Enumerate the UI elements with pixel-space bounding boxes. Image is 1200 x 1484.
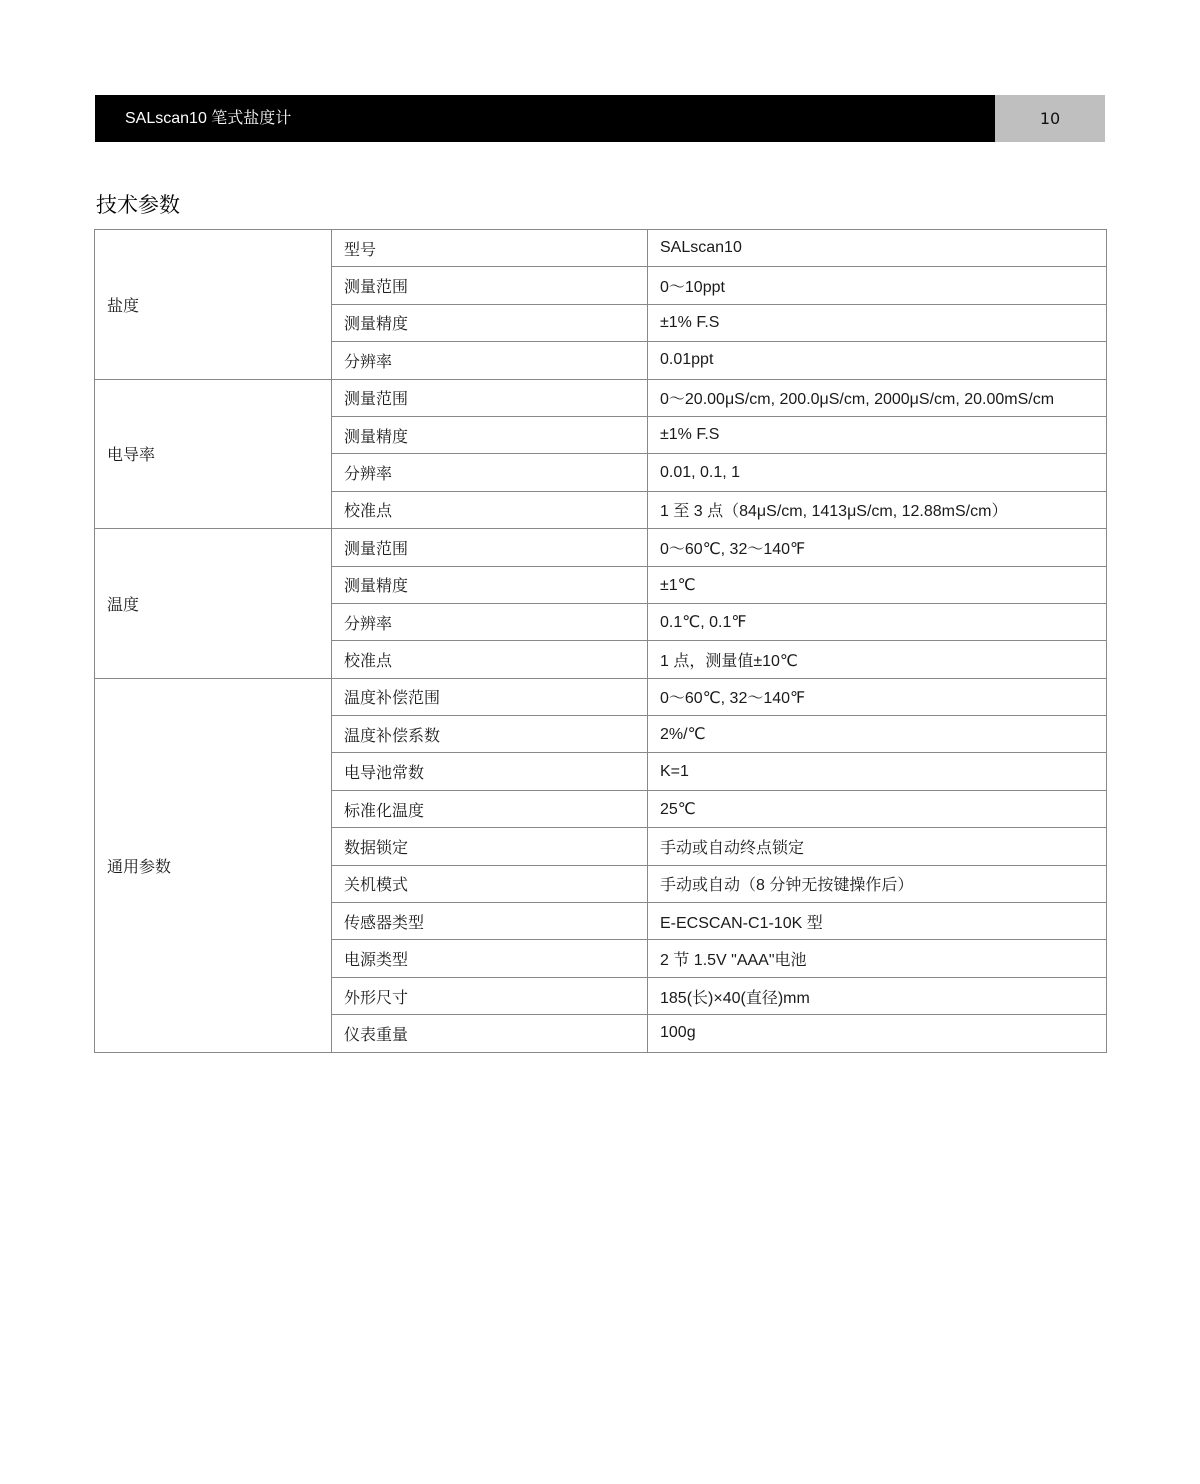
- param-value-cell: 0～60℃, 32～140℉: [648, 529, 1107, 566]
- param-name-cell: 标准化温度: [332, 790, 648, 827]
- param-name-cell: 测量精度: [332, 304, 648, 341]
- param-value-cell: E-ECSCAN-C1-10K 型: [648, 903, 1107, 940]
- param-value-cell: ±1% F.S: [648, 416, 1107, 453]
- param-value-cell: 1 至 3 点（84μS/cm, 1413μS/cm, 12.88mS/cm）: [648, 491, 1107, 528]
- page-header: [95, 95, 1105, 142]
- spec-table: [94, 229, 1107, 1053]
- group-name-cell: 电导率: [95, 379, 332, 529]
- section-title: 技术参数: [96, 193, 180, 217]
- param-name-cell: 分辨率: [332, 454, 648, 491]
- group-name-cell: 温度: [95, 529, 332, 679]
- param-name-cell: 数据锁定: [332, 828, 648, 865]
- param-name-cell: 测量精度: [332, 566, 648, 603]
- param-name-cell: 分辨率: [332, 342, 648, 379]
- group-name-cell: 通用参数: [95, 678, 332, 1052]
- param-value-cell: 2%/℃: [648, 716, 1107, 753]
- param-value-cell: K=1: [648, 753, 1107, 790]
- group-name-cell: 盐度: [95, 230, 332, 380]
- param-value-cell: 0～60℃, 32～140℉: [648, 678, 1107, 715]
- param-name-cell: 型号: [332, 230, 648, 267]
- param-value-cell: 手动或自动（8 分钟无按键操作后）: [648, 865, 1107, 902]
- param-name-cell: 分辨率: [332, 603, 648, 640]
- param-value-cell: 25℃: [648, 790, 1107, 827]
- param-name-cell: 测量精度: [332, 416, 648, 453]
- param-name-cell: 校准点: [332, 641, 648, 678]
- param-value-cell: ±1℃: [648, 566, 1107, 603]
- param-value-cell: 0.01ppt: [648, 342, 1107, 379]
- param-name-cell: 关机模式: [332, 865, 648, 902]
- param-value-cell: 0.01, 0.1, 1: [648, 454, 1107, 491]
- param-name-cell: 电导池常数: [332, 753, 648, 790]
- param-name-cell: 测量范围: [332, 379, 648, 416]
- param-value-cell: 手动或自动终点锁定: [648, 828, 1107, 865]
- param-name-cell: 外形尺寸: [332, 977, 648, 1014]
- page-number: 10: [995, 95, 1105, 142]
- param-name-cell: 电源类型: [332, 940, 648, 977]
- param-value-cell: 1 点，测量值±10℃: [648, 641, 1107, 678]
- param-value-cell: SALscan10: [648, 230, 1107, 267]
- table-row: [95, 230, 1107, 267]
- param-name-cell: 传感器类型: [332, 903, 648, 940]
- header-title: SALscan10 笔式盐度计: [95, 95, 995, 142]
- param-value-cell: 185(长)×40(直径)mm: [648, 977, 1107, 1014]
- table-row: [95, 379, 1107, 416]
- param-value-cell: 0.1℃, 0.1℉: [648, 603, 1107, 640]
- param-value-cell: 0～10ppt: [648, 267, 1107, 304]
- param-name-cell: 温度补偿范围: [332, 678, 648, 715]
- table-row: [95, 529, 1107, 566]
- param-name-cell: 测量范围: [332, 267, 648, 304]
- param-name-cell: 测量范围: [332, 529, 648, 566]
- param-value-cell: 0～20.00μS/cm, 200.0μS/cm, 2000μS/cm, 20.00mS/cm: [648, 379, 1107, 416]
- param-value-cell: 2 节 1.5V "AAA"电池: [648, 940, 1107, 977]
- param-name-cell: 仪表重量: [332, 1015, 648, 1052]
- table-row: [95, 678, 1107, 715]
- param-value-cell: ±1% F.S: [648, 304, 1107, 341]
- param-name-cell: 校准点: [332, 491, 648, 528]
- spec-table-body: [95, 230, 1107, 1053]
- param-value-cell: 100g: [648, 1015, 1107, 1052]
- param-name-cell: 温度补偿系数: [332, 716, 648, 753]
